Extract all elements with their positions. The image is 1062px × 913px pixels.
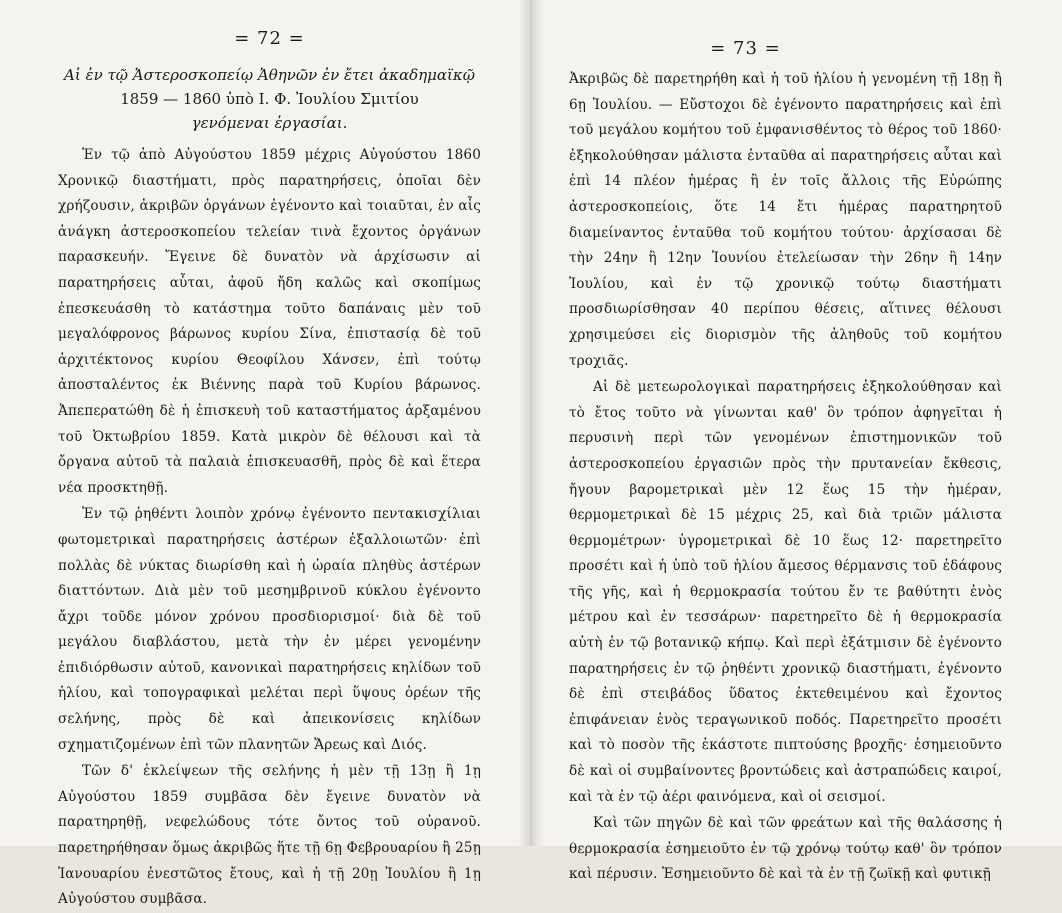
paragraph: Ἐν τῷ ἀπὸ Αὐγούστου 1859 μέχρις Αὐγούστου 1860 Χρονικῷ διαστήματι, πρὸς παρατηρήσεις, ὁποῖαι δὲν χρήζουσιν, ἀκριβῶν ὀργάνων ἐγένοντο καὶ τοιαῦται, ἐν αἷς ἀνάγκη ἀστεροσκοπείου τελείαν τινὰ ἔχοντος ὀργάνων παρασκευήν. Ἔγεινε δὲ δυνατὸν νὰ ἀρχίσωσιν αἱ παρατηρήσεις αὗται, ἀφοῦ ἤδη καλῶς καὶ σκοπίμως ἐπεσκευάσθη τὸ κατάστημα τοῦτο δαπάναις μὲν τοῦ μεγαλόφρονος βάρωνος κυρίου Σίνα, ἐπιστασίᾳ δὲ τοῦ ἀρχιτέκτονος κυρίου Θεοφίλου Χάνσεν, ἐπὶ τούτῳ ἀποσταλέντος ἐκ Βιέννης παρὰ τοῦ Κυρίου βάρωνος. Ἀπεπερατώθη δὲ ἡ ἐπισκευὴ τοῦ καταστήματος ἀρξαμένου τοῦ Ὀκτωβρίου 1859. Κατὰ μικρὸν δὲ θέλουσι καὶ τὰ ὄργανα αὐτοῦ τὰ παλαιὰ ἐπισκευασθῆ, πρὸς δὲ καὶ ἕτερα νέα προσκτηθῇ. [58, 147, 481, 496]
heading-line-2: 1859 — 1860 ὑπὸ Ι. Φ. Ἰουλίου Σμιτίου [120, 90, 419, 108]
paragraph: Αἱ δὲ μετεωρολογικαὶ παρατηρήσεις ἐξηκολούθησαν καὶ τὸ ἔτος τοῦτο νὰ γίνωνται καθ' ὃν τρόπον ἀφηγεῖται ἡ περυσινὴ περὶ τῶν γενομένων ἐπιστημονικῶν τοῦ ἀστεροσκοπείου ἐργασιῶν πρὸς τὴν πρυτανείαν ἔκθεσις, ἤγουν βαρομετρικαὶ μὲν 12 ἕως 15 τὴν ἡμέραν, θερμομετρικαὶ δὲ 15 μέχρις 25, καὶ διὰ τριῶν μάλιστα θερμομέτρων· ὑγρομετρικαὶ δὲ 10 ἕως 12· παρετηρεῖτο προσέτι καὶ ἡ ὑπὸ τοῦ ἡλίου ἄμεσος θέρμανσις τοῦ ἐδάφους τῆς γῆς, καὶ ἡ θερμοκρασία τούτου ἔν τε βαθύτητι ἑνὸς μέτρου καὶ ἐν τεσσάρων· παρετηρεῖτο δὲ ἡ θερμοκρασία αὐτὴ ἐν τῷ βοτανικῷ κήπῳ. Καὶ περὶ ἐξάτμισιν δὲ ἐγένοντο παρατηρήσεις ἐν τῷ ῥηθέντι χρονικῷ διαστήματι, ἐγένοντο δὲ ἐπὶ στειβάδος ὕδατος ἐκτεθειμένου καὶ ἔχοντος ἐπιφάνειαν ἑνὸς τεραγωνικοῦ ποδός. Παρετηρεῖτο προσέτι καὶ τὸ ποσὸν τῆς ἑκάστοτε πιπτούσης βροχῆς· ἐσημειοῦντο δὲ καὶ οἱ συμβαίνοντες βροντώδεις καὶ ἀστραπώδεις καιροί, καὶ τὰ ἐν τῷ ἀέρι φαινόμενα, καὶ οἱ σεισμοί. [569, 379, 1002, 805]
paragraph: Τῶν δ' ἐκλείψεων τῆς σελήνης ἡ μὲν τῇ 13ῃ ἢ 1ῃ Αὐγούστου 1859 συμβᾶσα δὲν ἔγεινε δυνατὸν νὰ παρατηρηθῇ, νεφελώδους τότε ὄντος τοῦ οὐρανοῦ. παρετηρήθησαν ὅμως ἀκριβῶς ἥτε τῇ 6ῃ Φεβρουαρίου ἢ 25ῃ Ἰανουαρίου ἐνεστῶτος ἔτους, καὶ ἡ τῇ 20ῃ Ἰουλίου ἢ 1ῃ Αὐγούστου συμβᾶσα. [58, 763, 481, 908]
heading-line-1: Αἱ ἐν τῷ Ἀστεροσκοπείῳ Ἀθηνῶν ἐν ἔτει ἀκαδημαϊκῷ [64, 66, 475, 84]
paragraph: Καὶ τῶν πηγῶν δὲ καὶ τῶν φρεάτων καὶ τῆς θαλάσσης ἡ θερμοκρασία ἐσημειοῦτο ἐν τῷ χρόνῳ τούτῳ καθ' ὃν τρόπον καὶ πέρυσιν. Ἐσημειοῦντο δὲ καὶ τὰ ἐν τῇ ζωϊκῇ καὶ φυτικῇ [569, 815, 1002, 883]
paragraph: Ἀκριβῶς δὲ παρετηρήθη καὶ ἡ τοῦ ἡλίου ἡ γενομένη τῇ 18ῃ ἢ 6ῃ Ἰουλίου. — Εὔστοχοι δὲ ἐγένοντο παρατηρήσεις καὶ ἐπὶ τοῦ μεγάλου κομήτου τοῦ ἐμφανισθέντος τὸ θέρος τοῦ 1860· ἐξηκολούθησαν μάλιστα ἐνταῦθα αἱ παρατηρήσεις αὗται καὶ ἐπὶ 14 πλέον ἡμέρας ἢ ἐν τοῖς ἄλλοις τῆς Εὐρώπης ἀστεροσκοπείοις, ὅτε 14 ἔτι ἡμέρας παρατηρητοῦ διαμείναντος ἐνταῦθα τοῦ κομήτου τούτου· ἀρχίσασαι δὲ τὴν 24ην ἢ 12ην Ἰουνίου ἐτελείωσαν τὴν 26ην ἢ 14ην Ἰουλίου, καὶ ἐν τῷ χρονικῷ τούτῳ διαστήματι προσδιωρίσθησαν 40 περίπου θέσεις, αἵτινες θέλουσι χρησιμεύσει εἰς διορισμὸν τῆς ἀληθοῦς τοῦ κομήτου τροχιᾶς. [569, 71, 1002, 369]
page-number-right: = 73 = [710, 38, 781, 59]
section-heading [58, 63, 481, 135]
paragraph: Ἐν τῷ ῥηθέντι λοιπὸν χρόνῳ ἐγένοντο πεντακισχίλιαι φωτομετρικαὶ παρατηρήσεις ἀστέρων ἐξαλλοιωτῶν· ἐπὶ πολλὰς δὲ νύκτας διωρίσθη καὶ ἡ ὡραία πληθὺς ἀστέρων διαττόντων. Διὰ μὲν τοῦ μεσημβρινοῦ κύκλου ἐγένοντο ἄχρι τοῦδε μόνον χρόνου προσδιορισμοί· διὰ δὲ τοῦ μεγάλου διαβλάστου, μετὰ τὴν ἐν μέρει γενομένην ἐπιδιόρθωσιν αὐτοῦ, κανονικαὶ παρατηρήσεις κηλίδων τοῦ ἡλίου, καὶ τοπογραφικαὶ μελέται περὶ ὕψους ὀρέων τῆς σελήνης, πρὸς δὲ καὶ ἀπεικονίσεις κηλίδων σχηματιζομένων ἐπὶ τῶν πλανητῶν Ἄρεως καὶ Διός. [58, 506, 481, 753]
right-page [531, 0, 1062, 883]
left-page [0, 0, 531, 908]
heading-line-3: γενόμεναι ἐργασίαι. [191, 114, 348, 132]
page-number-left: = 72 = [234, 28, 305, 49]
